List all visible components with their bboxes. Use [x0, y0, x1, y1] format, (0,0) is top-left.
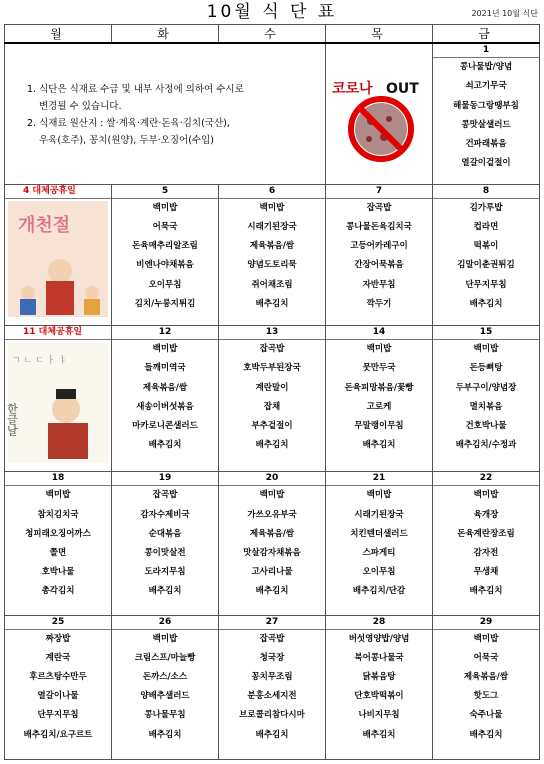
menu-item: 배추김치/요구르트	[23, 729, 93, 740]
menu-item: 백미밥	[259, 202, 285, 213]
day-number: 26	[112, 616, 218, 630]
day-cell-6	[219, 184, 326, 325]
menu-item: 단호박떡볶이	[354, 691, 404, 702]
gaecheonjeol-image	[8, 201, 108, 317]
menu-item: 콩나물돈육김치국	[346, 222, 412, 233]
menu-item: 잡곡밥	[259, 344, 285, 355]
menu-item: 호박나물	[41, 567, 75, 578]
menu-item: 육개장	[473, 509, 499, 520]
menu-item: 컵라면	[473, 222, 499, 233]
menu-item: 백미밥	[366, 490, 392, 501]
menu-item: 짜장밥	[45, 633, 71, 644]
menu-item: 백미밥	[366, 344, 392, 355]
day-cell-22	[433, 472, 540, 615]
menu-item: 감자수제비국	[140, 509, 190, 520]
menu-item: 총각김치	[41, 586, 75, 597]
day-number: 15	[433, 326, 539, 340]
day-cell-29	[433, 615, 540, 759]
menu-item: 배추김치	[362, 440, 396, 451]
menu-item: 콩나물밥/양념	[459, 62, 513, 73]
menu-item: 배추김치	[255, 729, 289, 740]
menu-item: 숙주나물	[469, 710, 503, 721]
menu-item: 콩이맛살전	[144, 547, 186, 558]
menu-item: 백미밥	[152, 344, 178, 355]
menu-item: 오이무침	[148, 279, 182, 290]
menu-item: 제육볶음/쌈	[142, 382, 188, 393]
menu-item: 김말이춘권튀김	[457, 260, 515, 271]
menu-item: 고사리나물	[251, 567, 293, 578]
day-header-thu: 목	[326, 25, 433, 44]
menu-item: 고등어카레구이	[350, 241, 408, 252]
menu-item: 배추김치	[255, 298, 289, 309]
day-cell-26	[112, 615, 219, 759]
menu-item: 오이무침	[362, 567, 396, 578]
menu-item: 고로케	[366, 401, 392, 412]
menu-item: 양배추샐러드	[140, 691, 190, 702]
menu-item: 간장어묵볶음	[354, 260, 404, 271]
menu-item: 마카로니콘샐러드	[132, 420, 198, 431]
corona-cell	[326, 43, 433, 184]
menu-item: 배추김치	[148, 440, 182, 451]
day-cell-19	[112, 472, 219, 615]
menu-item: 시래기된장국	[247, 222, 297, 233]
menu-item: 돈등뼈탕	[469, 363, 503, 374]
menu-item: 양념도토리묵	[247, 260, 297, 271]
notice-line-3: 2. 식재료 원산지 : 쌀·계육·계란·돈육·김치(국산),	[27, 118, 230, 130]
day-cell-8	[433, 184, 540, 325]
menu-item: 돈육계란장조림	[457, 528, 515, 539]
hangul-day-image	[5, 343, 108, 463]
notice-line-2: 변경될 수 있습니다.	[39, 101, 122, 113]
menu-item: 크림스프/마늘빵	[134, 652, 196, 663]
menu-item: 깍두기	[366, 298, 392, 309]
menu-item: 백미밥	[473, 633, 499, 644]
menu-item: 쥐어채조림	[251, 279, 293, 290]
day-header-fri: 금	[433, 25, 540, 44]
menu-item: 가쓰오유부국	[247, 509, 297, 520]
notice-line-4: 우육(호주), 꽁치(원양), 두부·오징어(수입)	[39, 135, 214, 147]
notice-line-1: 1. 식단은 식재료 수급 및 내부 사정에 의하여 수시로	[27, 84, 244, 96]
menu-item: 백미밥	[152, 633, 178, 644]
day-cell-11	[5, 326, 112, 472]
day-number: 28	[326, 616, 432, 630]
menu-item: 김가루밥	[469, 202, 503, 213]
menu-item: 잡곡밥	[366, 202, 392, 213]
menu-item: 배추김치	[148, 729, 182, 740]
menu-item: 맛살감자채볶음	[243, 547, 301, 558]
menu-item: 새송이버섯볶음	[136, 401, 194, 412]
menu-item: 무생채	[473, 567, 499, 578]
menu-item: 열갈이겉절이	[461, 158, 511, 169]
day-number: 5	[112, 185, 218, 199]
day-number: 7	[326, 185, 432, 199]
day-header-tue: 화	[112, 25, 219, 44]
menu-item: 콩나물무침	[144, 710, 186, 721]
menu-item: 버섯영양밥/양념	[348, 633, 410, 644]
day-cell-5	[112, 184, 219, 325]
menu-item: 건파래볶음	[465, 138, 507, 149]
menu-item: 청국장	[259, 652, 285, 663]
menu-item: 자반무침	[362, 279, 396, 290]
page-title: 10월 식 단 표	[206, 2, 338, 22]
menu-item: 브로콜리참다시마	[239, 710, 305, 721]
svg-text:개천절: 개천절	[18, 214, 71, 236]
menu-item: 잡곡밥	[152, 490, 178, 501]
menu-item: 해물동그랑땡부침	[453, 100, 519, 111]
menu-table	[4, 24, 540, 760]
menu-item: 잡곡밥	[259, 633, 285, 644]
day-number: 14	[326, 326, 432, 340]
day-cell-20	[219, 472, 326, 615]
menu-item: 도라지무침	[144, 567, 186, 578]
menu-item: 단무지무침	[37, 710, 79, 721]
menu-item: 돈까스/소스	[142, 672, 188, 683]
menu-item: 배추김치/수정과	[455, 440, 517, 451]
menu-item: 콩맛살샐러드	[461, 119, 511, 130]
day-cell-13	[219, 326, 326, 472]
menu-item: 북어콩나물국	[354, 652, 404, 663]
menu-item: 건호박나물	[465, 420, 507, 431]
day-number: 27	[219, 616, 325, 630]
day-cell-21	[326, 472, 433, 615]
menu-item: 무말랭이무침	[354, 420, 404, 431]
day-cell-27	[219, 615, 326, 759]
day-header-wed: 수	[219, 25, 326, 44]
menu-item: 떡볶이	[473, 241, 499, 252]
menu-item: 백미밥	[259, 490, 285, 501]
day-number: 18	[5, 472, 111, 486]
menu-item: 쇠고기무국	[465, 81, 507, 92]
menu-item: 닭볶음탕	[362, 672, 396, 683]
svg-text:코로나: 코로나	[332, 81, 373, 98]
day-number: 13	[219, 326, 325, 340]
menu-item: 스파게티	[362, 547, 396, 558]
day-number: 21	[326, 472, 432, 486]
menu-item: 배추김치	[469, 586, 503, 597]
day-cell-14	[326, 326, 433, 472]
menu-item: 청피래오징어까스	[25, 528, 91, 539]
menu-item: 배추김치/단감	[352, 586, 406, 597]
day-number: 29	[433, 616, 539, 630]
menu-item: 부추겉절이	[251, 420, 293, 431]
menu-item: 비엔나야채볶음	[136, 260, 194, 271]
day-number: 20	[219, 472, 325, 486]
menu-item: 순대볶음	[148, 528, 182, 539]
svg-text:ㄱ ㄴ ㄷ ㅏ ㅑ: ㄱ ㄴ ㄷ ㅏ ㅑ	[12, 355, 67, 366]
date-label: 2021년 10월 식단	[471, 9, 538, 18]
menu-item: 후르츠탕수만두	[29, 672, 87, 683]
menu-item: 멸치볶음	[469, 401, 503, 412]
menu-item: 돈육매추리알조림	[132, 241, 198, 252]
holiday-label: 11 대체공휴일	[5, 326, 111, 340]
menu-item: 제육볶음/쌈	[249, 241, 295, 252]
menu-item: 백미밥	[473, 490, 499, 501]
menu-item: 쫄면	[49, 547, 67, 558]
menu-item: 배추김치	[255, 440, 289, 451]
menu-item: 배추김치	[469, 729, 503, 740]
menu-item: 분홍소세지전	[247, 691, 297, 702]
menu-item: 호박두부된장국	[243, 363, 301, 374]
day-number: 6	[219, 185, 325, 199]
menu-item: 배추김치	[148, 586, 182, 597]
day-number: 22	[433, 472, 539, 486]
menu-item: 핫도그	[473, 691, 499, 702]
day-cell-18	[5, 472, 112, 615]
day-cell-7	[326, 184, 433, 325]
day-cell-12	[112, 326, 219, 472]
day-number: 12	[112, 326, 218, 340]
menu-item: 잡채	[263, 401, 281, 412]
menu-item: 제육볶음/쌈	[463, 672, 509, 683]
menu-item: 치킨텐더샐러드	[350, 528, 408, 539]
day-number: 8	[433, 185, 539, 199]
day-number: 19	[112, 472, 218, 486]
menu-item: 돈육피망볶음/꽃빵	[344, 382, 414, 393]
day-cell-1	[433, 43, 540, 184]
menu-item: 감자전	[473, 547, 499, 558]
day-cell-28	[326, 615, 433, 759]
day-cell-4	[5, 184, 112, 325]
menu-item: 계란말이	[255, 382, 289, 393]
day-cell-25	[5, 615, 112, 759]
menu-item: 두부구이/양념장	[455, 382, 517, 393]
menu-item: 단무지무침	[465, 279, 507, 290]
menu-item: 백미밥	[152, 202, 178, 213]
menu-item: 들깨미역국	[144, 363, 186, 374]
menu-item: 제육볶음/쌈	[249, 528, 295, 539]
menu-item: 백미밥	[473, 344, 499, 355]
menu-item: 백미밥	[45, 490, 71, 501]
corona-out-icon	[329, 59, 429, 169]
menu-item: 어묵국	[473, 652, 499, 663]
menu-item: 배추김치	[255, 586, 289, 597]
menu-item: 꽁치무조림	[251, 672, 293, 683]
menu-item: 계란국	[45, 652, 71, 663]
menu-item: 열갈이나물	[37, 691, 79, 702]
menu-item: 배추김치	[362, 729, 396, 740]
menu-item: 나비지무침	[358, 710, 400, 721]
day-cell-15	[433, 326, 540, 472]
menu-item: 시래기된장국	[354, 509, 404, 520]
hangul-text-decoration: 한글날	[5, 402, 19, 436]
menu-item: 어묵국	[152, 222, 178, 233]
notice-cell	[5, 43, 326, 184]
day-header-mon: 월	[5, 25, 112, 44]
menu-item: 배추김치	[469, 298, 503, 309]
menu-item: 참치김치국	[37, 509, 79, 520]
menu-item: 김치/누룽지튀김	[134, 298, 196, 309]
svg-text:OUT: OUT	[386, 81, 419, 98]
day-number: 25	[5, 616, 111, 630]
holiday-label: 4 대체공휴일	[5, 185, 111, 199]
menu-item: 뭇만두국	[362, 363, 396, 374]
day-number: 1	[433, 44, 539, 58]
